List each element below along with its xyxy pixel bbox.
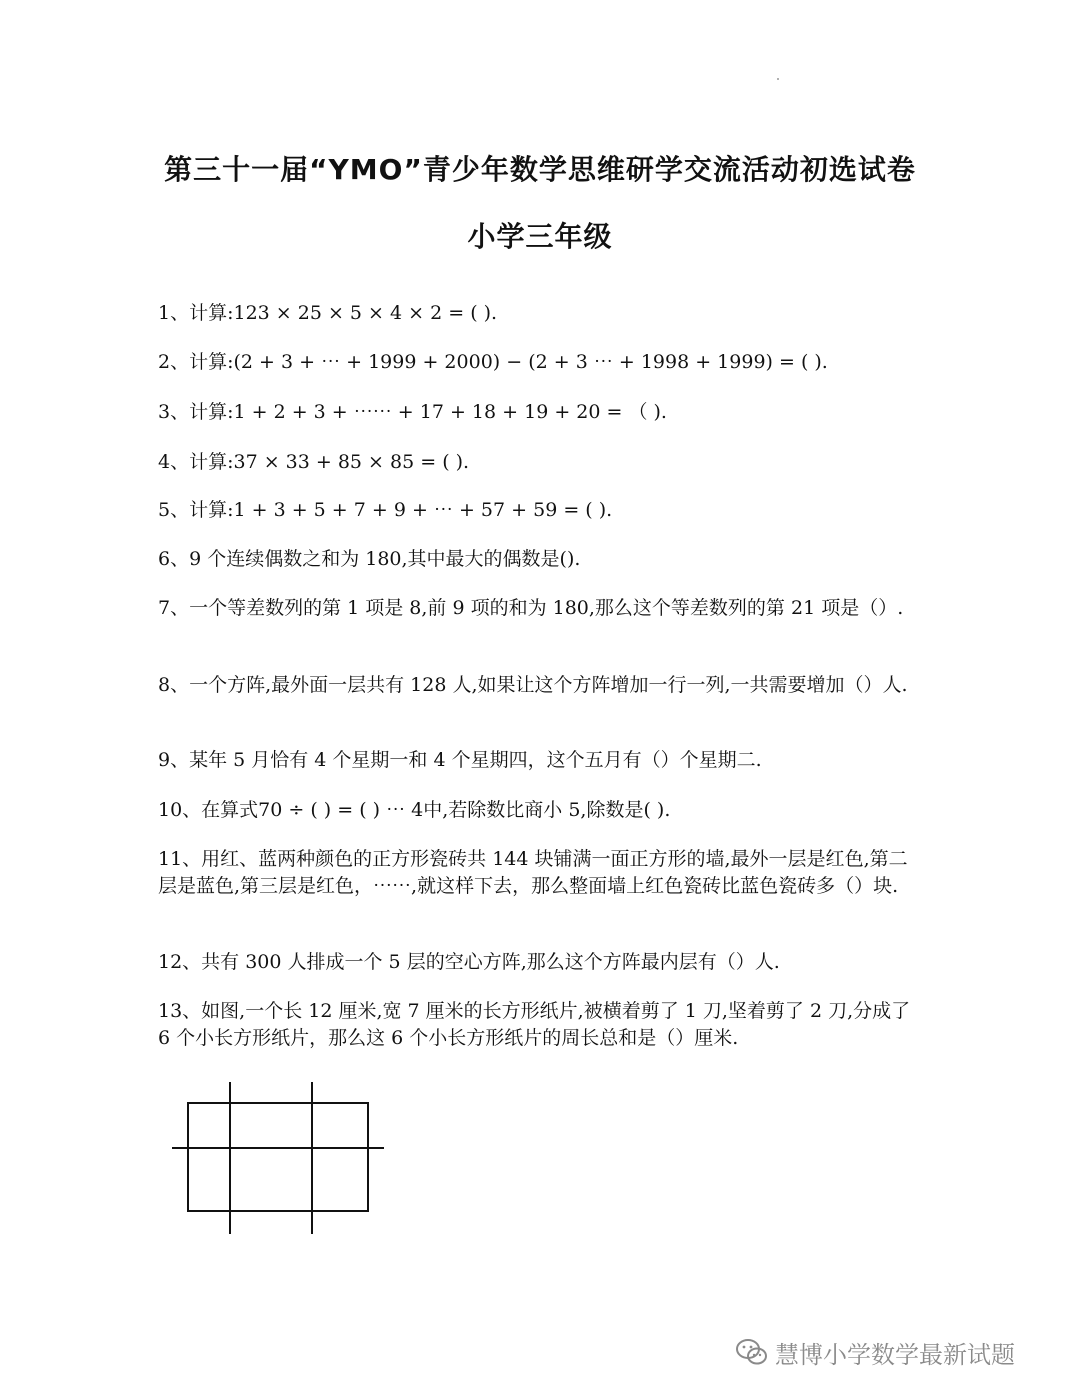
question-11: 11、用红、蓝两种颜色的正方形瓷砖共 144 块铺满一面正方形的墙,最外一层是红色,第二层是蓝色,第三层是红色，⋯⋯,就这样下去，那么整面墙上红色瓷砖比蓝色瓷砖多（）块. xyxy=(158,848,908,897)
question-1: 1、计算:123 × 25 × 5 × 4 × 2 = ( ). xyxy=(158,302,498,324)
paper-rectangle xyxy=(188,1103,368,1211)
wechat-icon xyxy=(735,1337,769,1367)
watermark xyxy=(735,1336,1015,1368)
question-3: 3、计算:1 + 2 + 3 + ⋯⋯ + 17 + 18 + 19 + 20 = （ ). xyxy=(158,401,667,423)
question-13: 13、如图,一个长 12 厘米,宽 7 厘米的长方形纸片,被横着剪了 1 刀,坚着剪了 2 刀,分成了 6 个小长方形纸片，那么这 6 个小长方形纸片的周长总和是（）厘米. xyxy=(158,1000,917,1049)
question-5: 5、计算:1 + 3 + 5 + 7 + 9 + ⋯ + 57 + 59 = ( ). xyxy=(158,499,613,521)
scan-speck xyxy=(777,78,779,80)
watermark-text: 慧博小学数学最新试题 xyxy=(775,1340,1015,1369)
question-8: 8、一个方阵,最外面一层共有 128 人,如果让这个方阵增加一行一列,一共需要增加（）人. xyxy=(158,674,908,696)
question-2: 2、计算:(2 + 3 + ⋯ + 1999 + 2000) − (2 + 3 ⋯ + 1998 + 1999) = ( ). xyxy=(158,351,828,373)
grade-subtitle: 小学三年级 xyxy=(467,220,613,253)
exam-title: 第三十一届“YMO”青少年数学思维研学交流活动初选试卷 xyxy=(164,153,916,186)
question-4: 4、计算:37 × 33 + 85 × 85 = ( ). xyxy=(158,451,470,473)
question-10: 10、在算式70 ÷ ( ) = ( ) ⋯ 4中,若除数比商小 5,除数是( ). xyxy=(158,799,671,821)
question-6: 6、9 个连续偶数之和为 180,其中最大的偶数是(). xyxy=(158,548,581,570)
question-12: 12、共有 300 人排成一个 5 层的空心方阵,那么这个方阵最内层有（）人. xyxy=(158,951,780,973)
question-7: 7、一个等差数列的第 1 项是 8,前 9 项的和为 180,那么这个等差数列的第 21 项是（）. xyxy=(158,597,904,619)
rectangle-cut-figure xyxy=(172,1082,384,1234)
question-9: 9、某年 5 月恰有 4 个星期一和 4 个星期四，这个五月有（）个星期二. xyxy=(158,749,762,771)
